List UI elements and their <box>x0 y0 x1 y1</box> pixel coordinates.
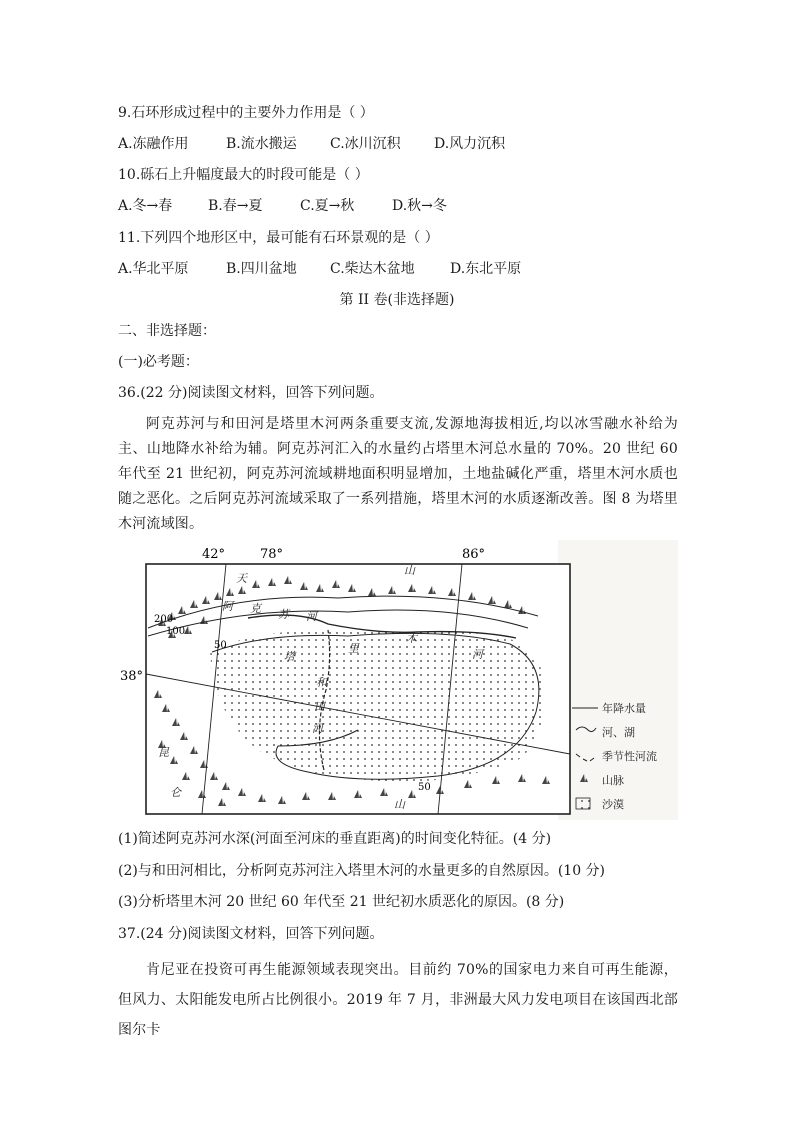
svg-text:山: 山 <box>394 798 405 811</box>
svg-text:木: 木 <box>406 632 417 645</box>
lat-38-label: 38° <box>120 669 144 684</box>
svg-text:塔: 塔 <box>284 650 295 663</box>
q10-stem: 10.砾石上升幅度最大的时段可能是（ ） <box>118 167 369 183</box>
q10-options <box>118 197 447 215</box>
svg-text:河: 河 <box>472 648 483 661</box>
q9-options <box>118 135 505 153</box>
svg-text:和: 和 <box>316 676 327 689</box>
lon-86-label: 86° <box>462 547 486 562</box>
q37-header: 37.(24 分)阅读图文材料，回答下列问题。 <box>118 926 384 942</box>
svg-text:里: 里 <box>348 642 359 655</box>
svg-text:河: 河 <box>306 610 317 623</box>
legend-desert-icon <box>576 798 590 809</box>
q10-option-a: A.冬→春 <box>118 198 173 214</box>
q36-passage: 阿克苏河与和田河是塔里木河两条重要支流,发源地海拔相近,均以冰雪融水补给为主、山地降水补给为辅。阿克苏河汇入的水量约占塔里木河总水量的 70%。20 世纪 60 年代至 21 世纪初，阿克苏河流域耕地面积明显增加，土地盐碱化严重，塔里木河水质也随之恶化。之后阿克苏河流域采取了一系列措施，塔里木河的水质逐渐改善。图 8 为塔里木河流域图。 <box>118 416 678 532</box>
svg-text:昆: 昆 <box>158 746 169 759</box>
lon-42-label: 42° <box>202 547 226 562</box>
required-heading: (一)必考题： <box>118 354 199 370</box>
svg-text:田: 田 <box>314 700 325 713</box>
svg-text:天: 天 <box>236 572 247 585</box>
isohyet-label-200: 200 <box>154 614 174 625</box>
legend-desert: 沙漠 <box>602 798 624 811</box>
q9-option-d: D.风力沉积 <box>434 136 506 152</box>
q11-options <box>118 260 521 278</box>
q9-option-c: C.冰川沉积 <box>330 136 401 152</box>
q10-option-c: C.夏→秋 <box>300 198 355 214</box>
q36-sub2: (2)与和田河相比，分析阿克苏河注入塔里木河的水量更多的自然原因。(10 分) <box>118 863 606 879</box>
q10-option-d: D.秋→冬 <box>392 198 447 214</box>
legend-mountain: 山脉 <box>602 774 624 787</box>
svg-text:苏: 苏 <box>278 608 289 621</box>
svg-text:克: 克 <box>250 602 261 615</box>
q37-passage: 肯尼亚在投资可再生能源领域表现突出。目前约 70%的国家电力来自可再生能源，但风力、太阳能发电所占比例很小。2019 年 7 月，非洲最大风力发电项目在该国西北部图尔卡 <box>118 962 678 1038</box>
svg-text:山: 山 <box>404 564 415 577</box>
isohyet-label-50a: 50 <box>214 640 227 651</box>
q11-option-c: C.柴达木盆地 <box>330 261 415 277</box>
legend-river-lake: 河、湖 <box>602 726 635 739</box>
q9-stem: 9.石环形成过程中的主要外力作用是（ ） <box>118 105 374 121</box>
q11-option-d: D.东北平原 <box>450 261 522 277</box>
q10-option-b: B.春→夏 <box>208 198 263 214</box>
svg-text:阿: 阿 <box>222 600 233 613</box>
lon-78-label: 78° <box>260 547 284 562</box>
isohyet-label-50b: 50 <box>418 782 431 793</box>
section-title: 第 II 卷(非选择题) <box>339 292 455 308</box>
q11-stem: 11.下列四个地形区中，最可能有石环景观的是（ ） <box>118 230 439 246</box>
q36-header: 36.(22 分)阅读图文材料，回答下列问题。 <box>118 385 384 401</box>
q11-option-b: B.四川盆地 <box>226 261 297 277</box>
legend-isohyet: 年降水量 <box>602 702 646 715</box>
tarim-basin-map <box>118 540 678 820</box>
legend-seasonal-river: 季节性河流 <box>602 750 657 763</box>
svg-text:河: 河 <box>312 722 323 735</box>
q36-sub3: (3)分析塔里木河 20 世纪 60 年代至 21 世纪初水质恶化的原因。(8 分) <box>118 894 565 910</box>
q9-option-a: A.冻融作用 <box>118 136 189 152</box>
q11-option-a: A.华北平原 <box>118 261 189 277</box>
svg-text:仑: 仑 <box>170 786 181 799</box>
q9-option-b: B.流水搬运 <box>226 136 297 152</box>
isohyet-label-100: 100 <box>166 626 186 637</box>
part2-heading: 二、非选择题： <box>118 323 216 339</box>
q36-sub1: (1)简述阿克苏河水深(河面至河床的垂直距离)的时间变化特征。(4 分) <box>118 831 552 847</box>
